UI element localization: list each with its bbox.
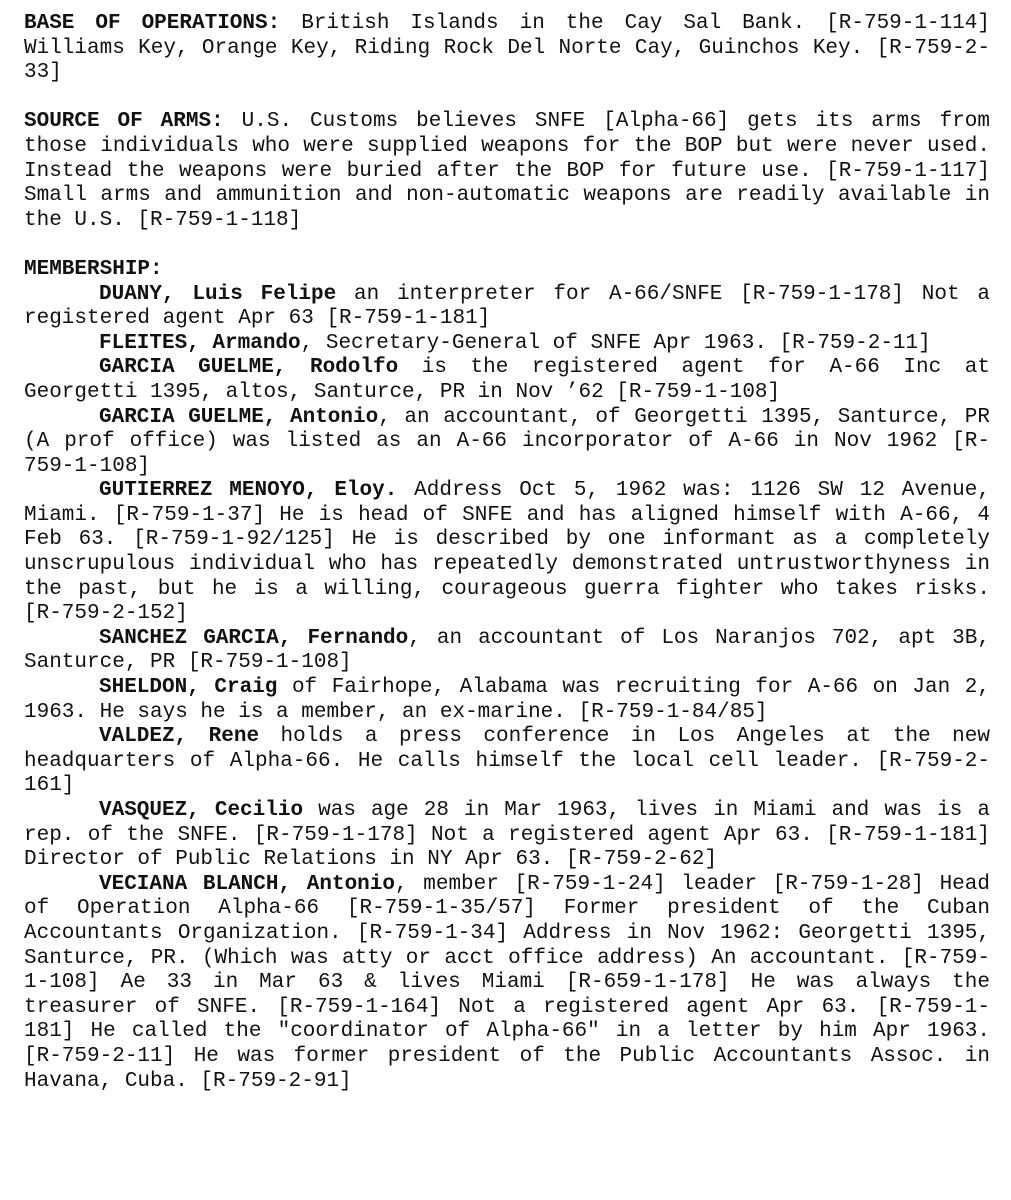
member-name: VECIANA BLANCH, Antonio — [99, 872, 395, 896]
member-name: SANCHEZ GARCIA, Fernando — [99, 626, 409, 650]
member-name: SHELDON, Craig — [99, 676, 278, 700]
member-name: GARCIA GUELME, Rodolfo — [99, 356, 399, 380]
member-entry — [24, 799, 990, 873]
member-details: holds a press conference in Los Angeles at the new headquarters of Alpha-66. He calls himself the local cell leader. [R-759-2-161] — [24, 725, 990, 798]
member-entry — [24, 676, 990, 725]
section-spacer — [24, 233, 990, 258]
member-entry — [24, 725, 990, 799]
member-details: was age 28 in Mar 1963, lives in Miami and was is a rep. of the SNFE. [R-759-1-178] Not a registered agent Apr 63. [R-759-1-181] Director of Public Relations in NY Apr 63. [R-759-2-62] — [24, 799, 990, 872]
member-name: GARCIA GUELME, Antonio — [99, 405, 379, 429]
member-details: , an accountant of Los Naranjos 702, apt 3B, Santurce, PR [R-759-1-108] — [24, 626, 990, 675]
member-details: , member [R-759-1-24] leader [R-759-1-28] Head of Operation Alpha-66 [R-759-1-35/57] Former president of the Cuban Accountants Organization. [R-759-1-34] Address in Nov 1962: Georgetti 1395, Santurce, PR. (Which was atty or acct office address) An accountant. [R-759-1-108] Ae 33 in Mar 63 & lives Miami [R-659-1-178] He was always the treasurer of SNFE. [R-759-1-164] Not a registered agent Apr 63. [R-759-1-181] He called the "coordinator of Alpha-66" in a letter by him Apr 1963. [R-759-2-11] He was former president of the Public Accountants Assoc. in Havana, Cuba. [R-759-2-91] — [24, 872, 990, 1093]
member-name: GUTIERREZ MENOYO, Eloy. — [99, 479, 398, 503]
member-name: DUANY, Luis Felipe — [99, 282, 337, 306]
member-details: is the registered agent for A-66 Inc at Georgetti 1395, altos, Santurce, PR in Nov ’62 [R-759-1-108] — [24, 356, 990, 404]
base-of-operations-section — [24, 12, 990, 86]
membership-heading: MEMBERSHIP: — [24, 257, 163, 281]
member-details: an interpreter for A-66/SNFE [R-759-1-178] Not a registered agent Apr 63 [R-759-1-181] — [24, 282, 990, 331]
base-of-operations-label: BASE OF OPERATIONS: — [24, 12, 281, 35]
source-of-arms-section — [24, 110, 990, 233]
member-name: VALDEZ, Rene — [99, 725, 260, 749]
member-entry — [24, 627, 990, 676]
source-of-arms-label: SOURCE OF ARMS: — [24, 110, 224, 134]
member-details: Address Oct 5, 1962 was: 1126 SW 12 Avenue, Miami. [R-759-1-37] He is head of SNFE and has aligned himself with A-66, 4 Feb 63. [R-759-1-92/125] He is described by one informant as a completely unscrupulous individual who has repeatedly demonstrated untrustworthyness in the past, but he is a willing, courageous guerra fighter who takes risks. [R-759-2-152] — [24, 479, 990, 626]
member-details: , an accountant, of Georgetti 1395, Santurce, PR (A prof office) was listed as an A-66 incorporator of A-66 in Nov 1962 [R-759-1-108] — [24, 405, 990, 478]
member-name: FLEITES, Armando — [99, 331, 301, 355]
member-entry — [24, 873, 990, 1094]
section-spacer — [24, 86, 990, 111]
member-entry — [24, 283, 990, 332]
document-page — [24, 12, 990, 1094]
member-details: of Fairhope, Alabama was recruiting for A-66 on Jan 2, 1963. He says he is a member, an ex-marine. [R-759-1-84/85] — [24, 676, 990, 724]
source-of-arms-text: U.S. Customs believes SNFE [Alpha-66] gets its arms from those individuals who were supplied weapons for the BOP but were never used. Instead the weapons were buried after the BOP for future use. [R-759-1-117] Small arms and ammunition and non-automatic weapons are readily available in the U.S. [R-759-1-118] — [24, 110, 991, 232]
member-entry — [24, 332, 990, 357]
member-entry — [24, 479, 990, 627]
base-of-operations-text: British Islands in the Cay Sal Bank. [R-759-1-114] Williams Key, Orange Key, Riding Rock Del Norte Cay, Guinchos Key. [R-759-2-33] — [24, 12, 991, 85]
member-details: , Secretary-General of SNFE Apr 1963. [R-759-2-11] — [300, 331, 931, 355]
member-entry — [24, 406, 990, 480]
member-name: VASQUEZ, Cecilio — [99, 799, 304, 822]
member-entry — [24, 356, 990, 405]
membership-list — [24, 283, 990, 1095]
